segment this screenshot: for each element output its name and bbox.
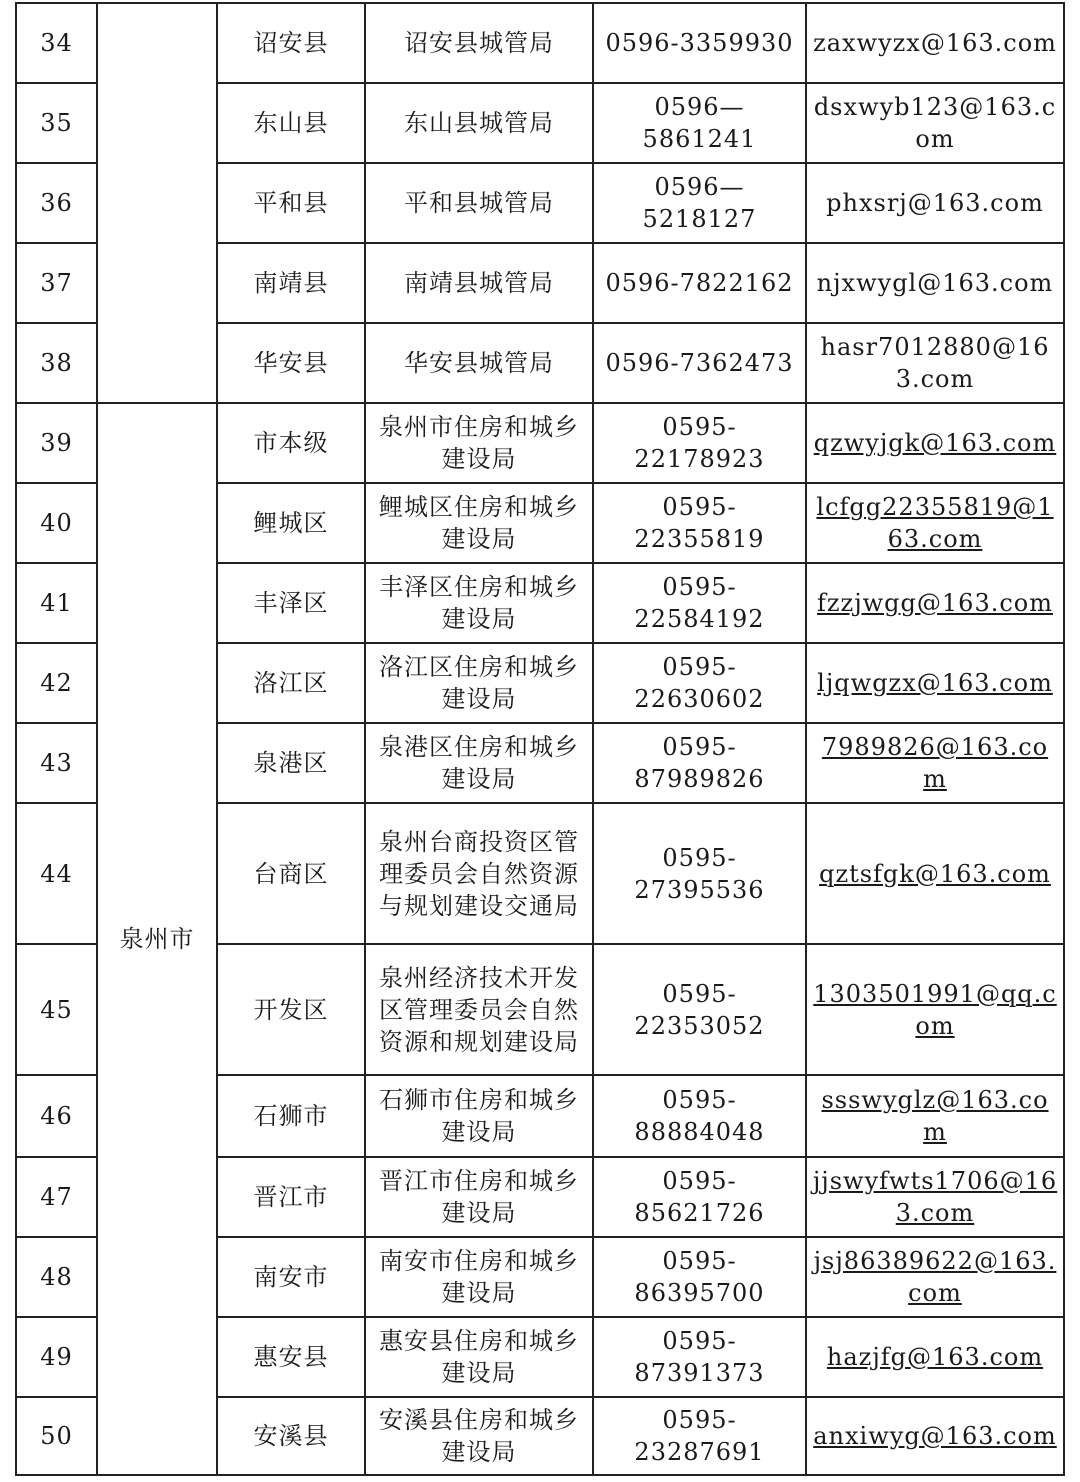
row-number: 42 [16,643,97,723]
email-link[interactable]: jjswyfwts1706@163.com [812,1167,1058,1227]
email-cell[interactable] [806,1075,1064,1157]
row-number: 49 [16,1317,97,1397]
phone-cell: 0595-85621726 [593,1157,806,1237]
county-cell: 市本级 [217,403,365,483]
county-cell: 平和县 [217,163,365,243]
agency-cell: 石狮市住房和城乡建设局 [365,1075,593,1157]
agency-cell: 泉州经济技术开发区管理委员会自然资源和规划建设局 [365,944,593,1075]
phone-cell: 0595-88884048 [593,1075,806,1157]
table-row [16,403,1064,483]
phone-cell: 0596—5861241 [593,83,806,163]
county-cell: 石狮市 [217,1075,365,1157]
row-number: 37 [16,243,97,323]
phone-cell: 0595-22584192 [593,563,806,643]
phone-cell: 0596-7362473 [593,323,806,403]
email-link[interactable]: 7989826@163.com [821,733,1049,793]
city-cell-empty [97,3,217,403]
row-number: 44 [16,803,97,944]
email-link[interactable]: ssswyglz@163.com [821,1086,1049,1146]
county-cell: 华安县 [217,323,365,403]
email-link[interactable]: anxiwyg@163.com [813,1422,1057,1450]
row-number: 34 [16,3,97,83]
email-cell[interactable] [806,643,1064,723]
row-number: 36 [16,163,97,243]
agency-cell: 泉州市住房和城乡建设局 [365,403,593,483]
phone-cell: 0595-86395700 [593,1237,806,1317]
email-cell: zaxwyzx@163.com [806,3,1064,83]
email-link[interactable]: jsj86389622@163.com [813,1247,1057,1307]
county-cell: 丰泽区 [217,563,365,643]
email-cell[interactable] [806,403,1064,483]
contact-table [15,2,1065,1476]
email-link[interactable]: fzzjwgg@163.com [817,589,1053,617]
county-cell: 洛江区 [217,643,365,723]
row-number: 45 [16,944,97,1075]
phone-cell: 0595-22353052 [593,944,806,1075]
email-link[interactable]: 1303501991@qq.com [813,979,1057,1040]
county-cell: 泉港区 [217,723,365,803]
email-link[interactable]: ljqwgzx@163.com [817,669,1053,697]
county-cell: 东山县 [217,83,365,163]
county-cell: 惠安县 [217,1317,365,1397]
row-number: 39 [16,403,97,483]
email-link[interactable]: qzwyjgk@163.com [813,429,1057,457]
phone-cell: 0595-22178923 [593,403,806,483]
agency-cell: 晋江市住房和城乡建设局 [365,1157,593,1237]
county-cell: 开发区 [217,944,365,1075]
county-cell: 诏安县 [217,3,365,83]
table-row [16,3,1064,83]
email-link[interactable]: hazjfg@163.com [826,1343,1044,1371]
phone-cell: 0596-7822162 [593,243,806,323]
city-cell: 泉州市 [97,403,217,1475]
email-cell: phxsrj@163.com [806,163,1064,243]
row-number: 43 [16,723,97,803]
agency-cell: 华安县城管局 [365,323,593,403]
email-cell[interactable] [806,1237,1064,1317]
agency-cell: 泉州台商投资区管理委员会自然资源与规划建设交通局 [365,803,593,944]
county-cell: 鲤城区 [217,483,365,563]
agency-cell: 安溪县住房和城乡建设局 [365,1397,593,1475]
email-link[interactable]: lcfgg22355819@163.com [816,493,1054,553]
agency-cell: 平和县城管局 [365,163,593,243]
county-cell: 南安市 [217,1237,365,1317]
row-number: 40 [16,483,97,563]
agency-cell: 诏安县城管局 [365,3,593,83]
email-cell[interactable] [806,723,1064,803]
phone-cell: 0595-27395536 [593,803,806,944]
county-cell: 安溪县 [217,1397,365,1475]
phone-cell: 0596—5218127 [593,163,806,243]
row-number: 41 [16,563,97,643]
email-cell[interactable] [806,483,1064,563]
email-cell[interactable] [806,1317,1064,1397]
row-number: 47 [16,1157,97,1237]
phone-cell: 0595-87391373 [593,1317,806,1397]
phone-cell: 0595-22630602 [593,643,806,723]
phone-cell: 0595-87989826 [593,723,806,803]
email-cell[interactable] [806,803,1064,944]
agency-cell: 洛江区住房和城乡建设局 [365,643,593,723]
county-cell: 台商区 [217,803,365,944]
email-cell[interactable] [806,563,1064,643]
agency-cell: 南靖县城管局 [365,243,593,323]
agency-cell: 丰泽区住房和城乡建设局 [365,563,593,643]
agency-cell: 鲤城区住房和城乡建设局 [365,483,593,563]
email-link[interactable]: qztsfgk@163.com [819,859,1051,888]
agency-cell: 泉港区住房和城乡建设局 [365,723,593,803]
email-cell: njxwygl@163.com [806,243,1064,323]
row-number: 35 [16,83,97,163]
phone-cell: 0595-22355819 [593,483,806,563]
email-cell[interactable] [806,1397,1064,1475]
row-number: 38 [16,323,97,403]
row-number: 48 [16,1237,97,1317]
county-cell: 南靖县 [217,243,365,323]
agency-cell: 惠安县住房和城乡建设局 [365,1317,593,1397]
phone-cell: 0595-23287691 [593,1397,806,1475]
agency-cell: 东山县城管局 [365,83,593,163]
county-cell: 晋江市 [217,1157,365,1237]
email-cell: dsxwyb123@163.com [806,83,1064,163]
row-number: 46 [16,1075,97,1157]
email-cell[interactable] [806,1157,1064,1237]
phone-cell: 0596-3359930 [593,3,806,83]
row-number: 50 [16,1397,97,1475]
email-cell[interactable] [806,944,1064,1075]
email-cell: hasr7012880@163.com [806,323,1064,403]
agency-cell: 南安市住房和城乡建设局 [365,1237,593,1317]
